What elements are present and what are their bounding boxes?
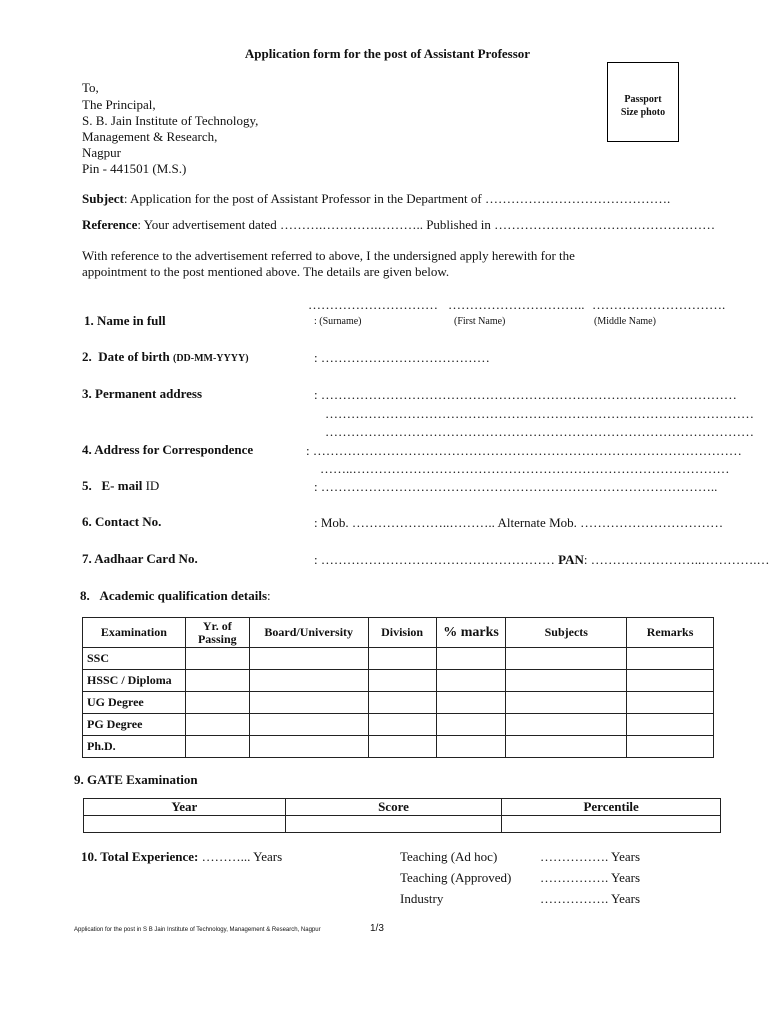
table-cell[interactable] [249,736,368,758]
name-dots-first[interactable]: ………………………….. [448,297,585,312]
permanent-address-field[interactable]: ……………………………………………………………………………………… [325,406,754,421]
name-dots-middle[interactable]: …………………………. [592,297,726,312]
email-text: E- mail [101,478,143,493]
reference-text: : Your advertisement dated ……….………….……….. Published in …………………………………………… [137,217,716,232]
photo-label-line2: Size photo [620,107,666,118]
table-cell[interactable] [185,692,249,714]
email-suffix: ID [142,478,160,493]
table-cell[interactable] [627,714,714,736]
table-row [83,714,714,736]
intro-line: With reference to the advertisement referred to above, I the undersigned apply herewith for the [82,248,575,263]
academic-heading [80,588,271,604]
table-cell[interactable] [249,670,368,692]
col-header-division: Division [368,618,436,648]
table-cell[interactable] [436,692,506,714]
table-cell[interactable] [627,692,714,714]
total-experience [81,849,282,865]
permanent-address-field[interactable]: : …………………………………………………………………………………… [314,387,737,402]
academic-label: Academic qualification details [99,588,268,603]
table-cell[interactable] [506,692,627,714]
subject-text: : Application for the post of Assistant Professor in the Department of ……………………………………. [123,191,671,206]
experience-item-label: Industry [400,891,444,906]
academic-colon: : [267,588,271,603]
table-cell[interactable] [436,648,506,670]
table-cell[interactable] [368,714,436,736]
academic-number: 8. [80,588,90,603]
col-header-year: Yr. of Passing [185,618,249,648]
table-cell[interactable] [436,736,506,758]
experience-item-field[interactable]: ……………. Years [540,870,641,885]
name-label: 1. Name in full [84,313,166,328]
address-line: The Principal, [82,97,156,112]
table-row [83,736,714,758]
table-cell[interactable] [368,736,436,758]
table-cell[interactable] [285,816,502,833]
surname-caption: : (Surname) [314,316,362,327]
first-name-caption: (First Name) [454,316,506,327]
table-cell[interactable] [249,648,368,670]
subject-label: Subject [82,191,124,206]
page-footer: Application for the post in S B Jain Institute of Technology, Management & Research, Nagpur [74,927,321,933]
form-title: Application form for the post of Assistant Professor [244,46,531,61]
table-cell[interactable] [627,670,714,692]
table-cell[interactable] [436,670,506,692]
passport-photo-box [607,62,679,142]
contact-field[interactable]: : Mob. …………………..……….. Alternate Mob. …………………………… [314,515,724,530]
table-cell[interactable] [506,736,627,758]
aadhaar-label: 7. Aadhaar Card No. [82,551,198,566]
total-experience-label: 10. Total Experience: [81,849,199,864]
address-line: Nagpur [82,145,121,160]
gate-col-year: Year [84,799,286,816]
table-cell[interactable] [249,692,368,714]
reference-label: Reference [82,217,138,232]
gate-table [83,798,721,833]
reference-line [82,217,715,233]
table-cell[interactable] [506,670,627,692]
intro-line: appointment to the post mentioned above. The details are given below. [82,264,450,279]
table-cell[interactable] [627,736,714,758]
contact-label: 6. Contact No. [82,514,162,529]
table-cell[interactable] [627,648,714,670]
table-cell[interactable] [506,648,627,670]
experience-item-field[interactable]: ……………. Years [540,891,641,906]
email-field[interactable]: : ……………………………………………………………………………….. [314,479,718,494]
experience-item-label: Teaching (Ad hoc) [400,849,498,864]
address-line: S. B. Jain Institute of Technology, [82,113,259,128]
permanent-address-label: 3. Permanent address [82,386,203,401]
table-cell[interactable] [368,670,436,692]
experience-item-label: Teaching (Approved) [400,870,512,885]
experience-item-field[interactable]: ……………. Years [540,849,641,864]
aadhaar-field[interactable]: : ……………………………………………… [314,552,555,567]
table-cell[interactable] [368,648,436,670]
row-label-phd: Ph.D. [83,736,186,758]
col-header-examination: Examination [83,618,186,648]
table-row [83,648,714,670]
dob-format: (DD-MM-YYYY) [173,353,249,364]
col-header-remarks: Remarks [627,618,714,648]
dob-label [82,349,249,365]
email-label [82,478,159,494]
page-number: 1/3 [370,923,384,934]
address-line: Pin - 441501 (M.S.) [82,161,187,176]
table-cell[interactable] [368,692,436,714]
table-row [83,692,714,714]
subject-line [82,191,670,207]
pan-label: PAN [558,552,584,567]
table-cell[interactable] [506,714,627,736]
table-row [84,816,721,833]
table-cell[interactable] [249,714,368,736]
row-label-hssc: HSSC / Diploma [83,670,186,692]
gate-col-percentile: Percentile [502,799,721,816]
address-line: Management & Research, [82,129,218,144]
correspondence-address-label: 4. Address for Correspondence [82,442,254,457]
table-row [83,670,714,692]
dob-number: 2. [82,349,92,364]
table-cell[interactable] [185,736,249,758]
table-cell[interactable] [185,670,249,692]
correspondence-address-field[interactable]: : ……………………………………………………………………………………… [306,443,742,458]
name-dots-surname[interactable]: ………………………… [308,297,438,312]
row-label-ssc: SSC [83,648,186,670]
academic-table [82,617,714,758]
total-experience-field[interactable]: ………... Years [198,849,283,864]
col-header-subjects: Subjects [506,618,627,648]
col-header-board: Board/University [249,618,368,648]
table-cell[interactable] [185,648,249,670]
correspondence-address-field[interactable]: ……..…………………………………………………………………………… [320,461,730,476]
middle-name-caption: (Middle Name) [594,316,656,327]
gate-heading: 9. GATE Examination [74,772,198,787]
dob-text: Date of birth [98,349,170,364]
gate-col-score: Score [285,799,502,816]
aadhaar-pan-line [314,552,770,568]
dob-field[interactable]: : ………………………………… [314,350,490,365]
table-cell[interactable] [502,816,721,833]
row-label-pg: PG Degree [83,714,186,736]
photo-label-line1: Passport [624,94,662,105]
table-cell[interactable] [84,816,286,833]
email-number: 5. [82,478,92,493]
address-line: To, [82,80,99,95]
table-cell[interactable] [185,714,249,736]
permanent-address-field[interactable]: ……………………………………………………………………………………… [325,424,754,439]
row-label-ug: UG Degree [83,692,186,714]
pan-field[interactable]: : ……………………..………….… [583,552,770,567]
table-cell[interactable] [436,714,506,736]
col-header-marks: % marks [436,618,506,648]
